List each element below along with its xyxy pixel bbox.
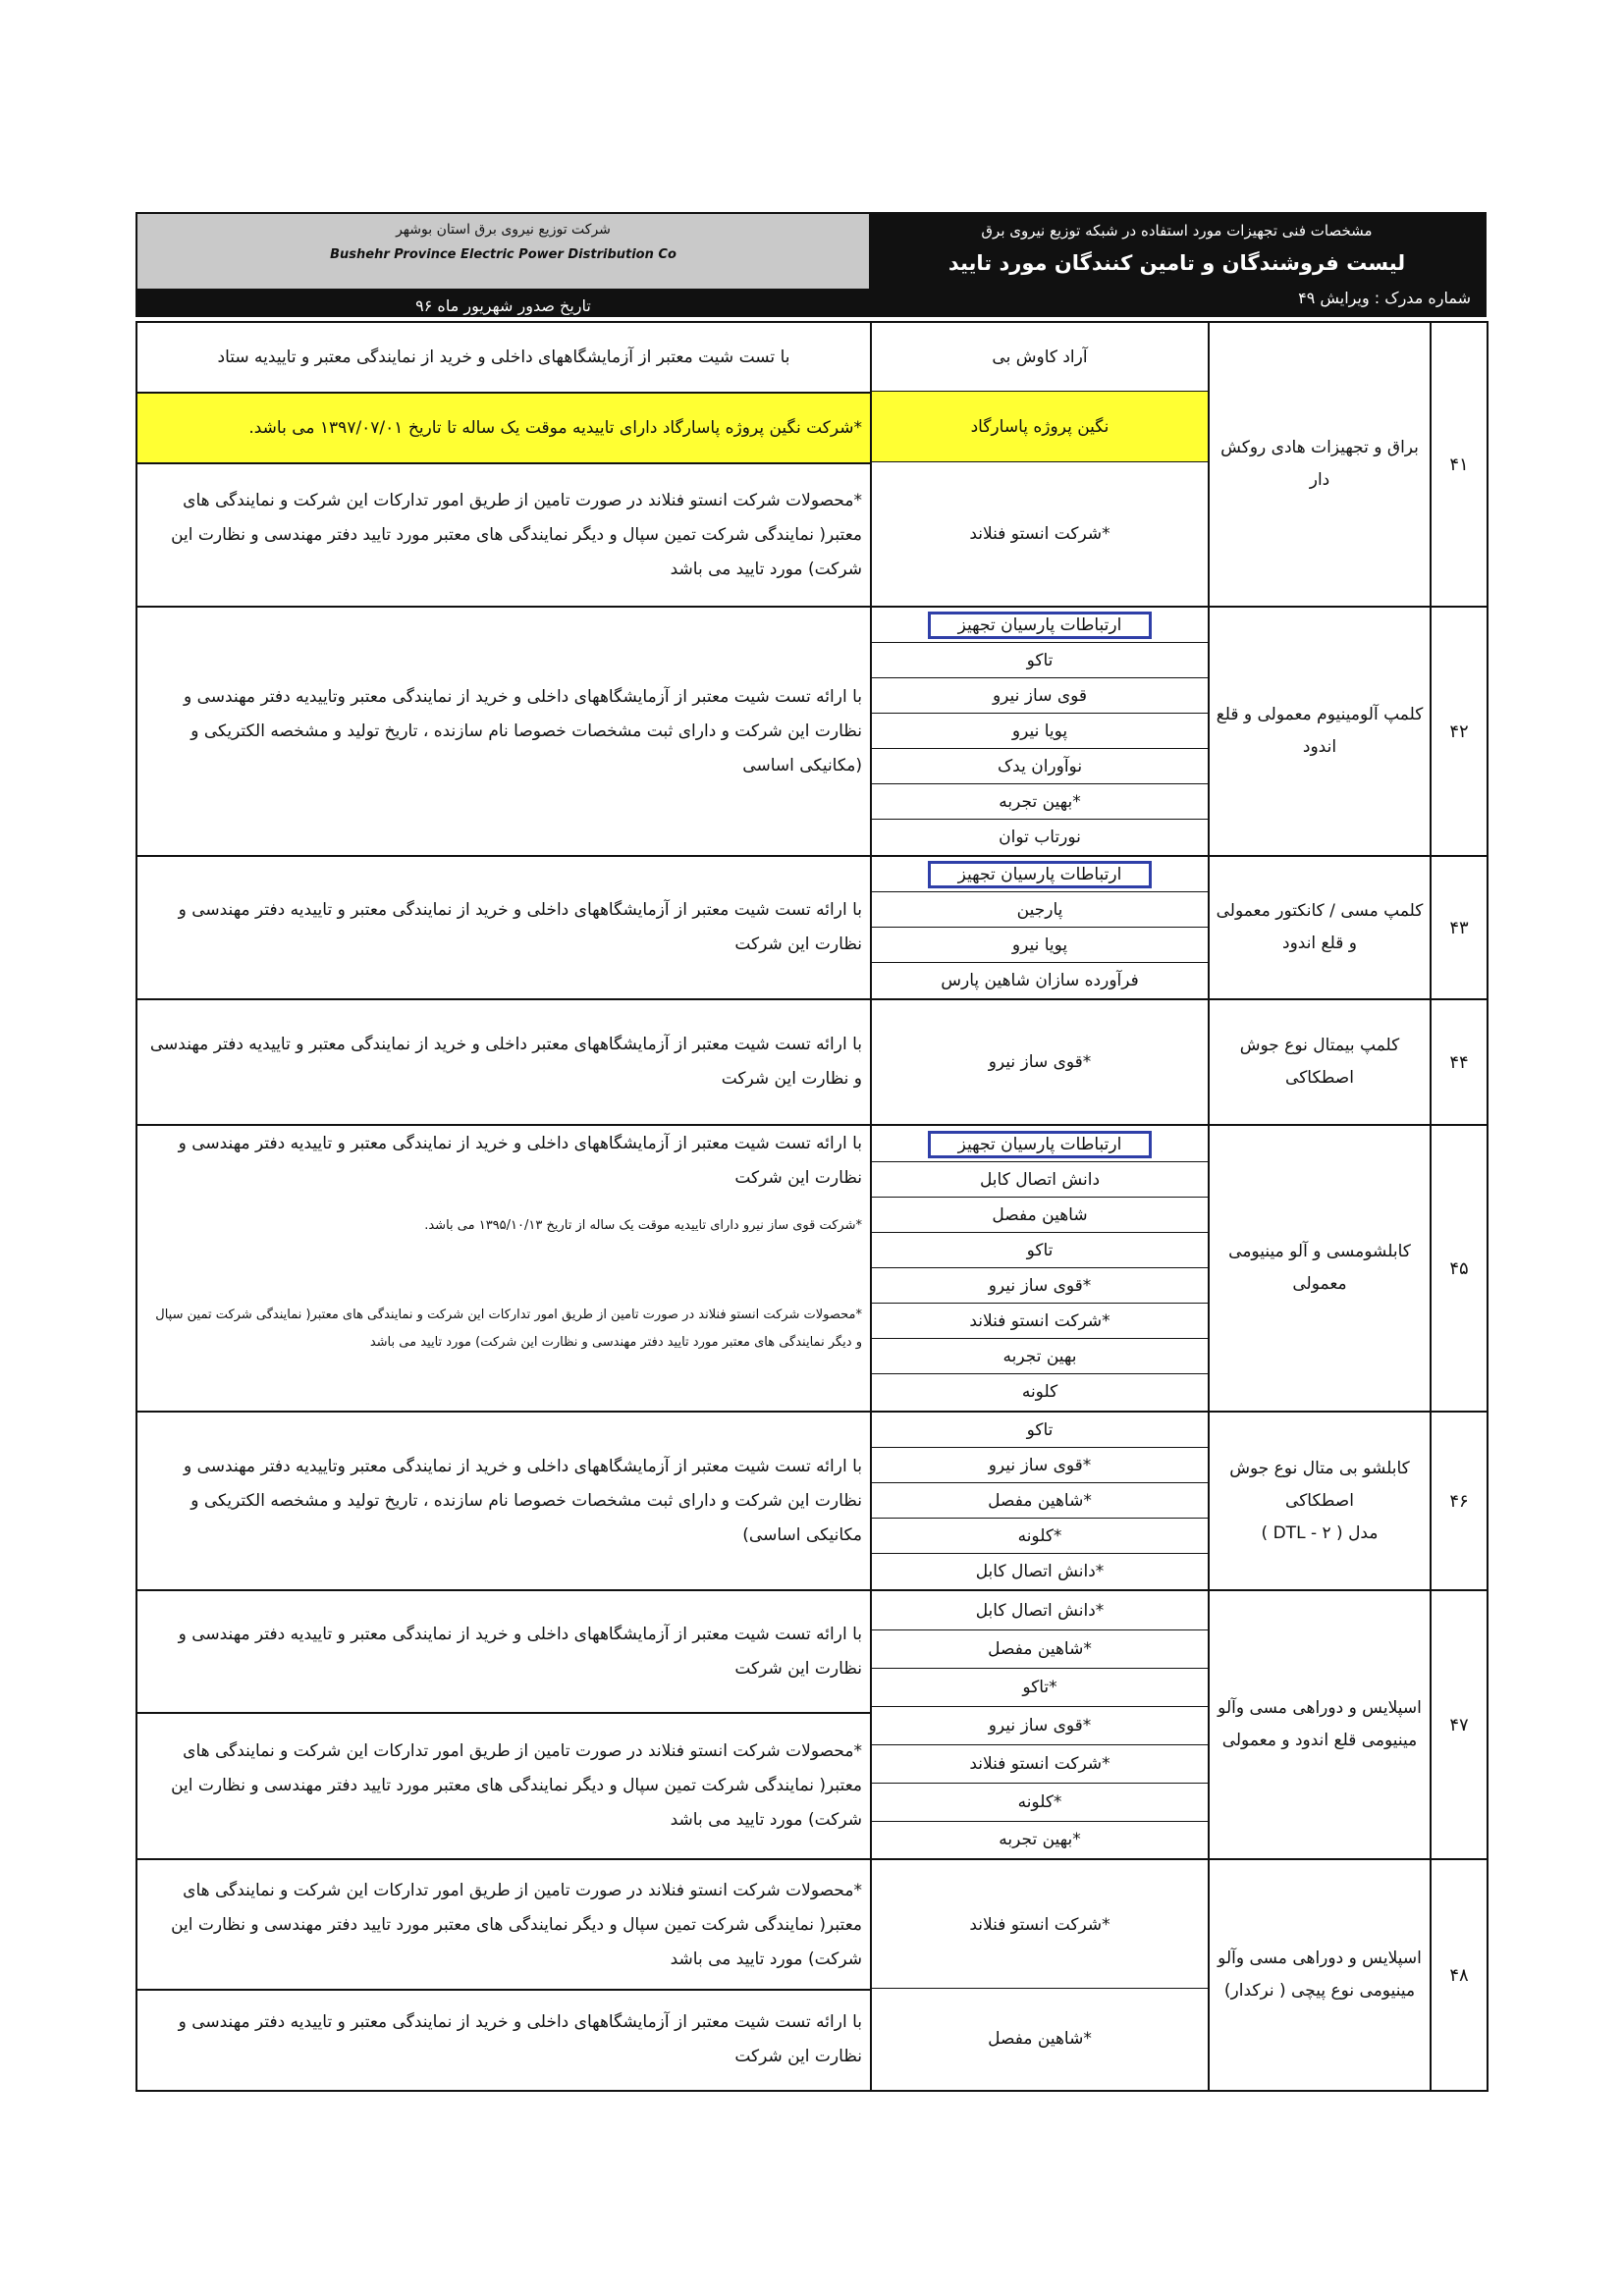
supplier: فرآورده سازان شاهین پارس [941,971,1139,990]
supplier: *شرکت انستو فنلاند [969,524,1110,544]
issue-date: تاریخ صدور شهریور ماه ۹۶ [137,289,869,315]
header-subtitle: مشخصات فنی تجهیزات مورد استفاده در شبکه توزیع نیروی برق [981,222,1373,240]
item-name: کابلشو بی متال نوع جوش اصطکاکی [1229,1458,1410,1511]
table-row [136,1590,1488,1859]
supplier: *بهین تجربه [872,784,1208,820]
note: با تست شیت معتبر از آزمایشگاههای داخلی و خرید از نمایندگی معتبر و تاییدیه ستاد [217,347,790,367]
note-highlighted: *شرکت نگین پروژه پاسارگاد دارای تاییدیه موقت یک ساله تا تاریخ ۱۳۹۷/۰۷/۰۱ می باشد. [137,392,870,462]
table-row [136,1859,1488,2091]
supplier: *شاهین مفصل [872,1483,1208,1519]
supplier: *شرکت انستو فنلاند [872,1861,1208,1989]
table-row [136,322,1488,607]
supplier: ارتباطات پارسیان تجهیز [872,857,1208,892]
supplier-list [871,607,1209,856]
notes-cell [136,322,871,607]
supplier-list [871,856,1209,999]
company-box [137,214,869,289]
supplier-list [871,1412,1209,1590]
supplier: آراد کاوش بی [872,323,1208,392]
note: با ارائه تست شیت معتبر از آزمایشگاههای داخلی و خرید از نمایندگی معتبر و تاییدیه دفتر مهندسی و نظارت این شرکت [178,1134,862,1188]
supplier: پارجین [872,892,1208,928]
note: با ارائه تست شیت معتبر از آزمایشگاههای داخلی و خرید از نمایندگی معتبر و تاییدیه دفتر مهندسی و نظارت این شرکت [178,1625,862,1679]
note: *محصولات شرکت انستو فنلاند در صورت تامین از طریق امور تدارکات این شرکت و نمایندگی های معتبر( نمایندگی شرکت تمین سپال و دیگر نمایندگی های معتبر مورد تایید دفتر مهندسی و نظارت این شرکت) مورد تایید می باشد [171,1880,862,1969]
supplier: *دانش اتصال کابل [975,1562,1105,1581]
row-number: ۴۳ [1431,856,1488,999]
item-name-cell [1209,1412,1431,1590]
note: *محصولات شرکت انستو فنلاند در صورت تامین از طریق امور تدارکات این شرکت و نمایندگی های معتبر( نمایندگی شرکت تمین سپال و دیگر نمایندگی های معتبر مورد تایید دفتر مهندسی و نظارت این شرکت) مورد تایید می باشد [137,462,870,606]
supplier: *قوی ساز نیرو [872,1448,1208,1483]
supplier-list [871,1859,1209,2091]
item-name: کلمپ مسی / کانکتور معمولی و قلع اندود [1209,856,1431,999]
supplier: بهین تجربه [872,1339,1208,1374]
table-row [136,1125,1488,1412]
note: با ارائه تست شیت معتبر از آزمایشگاههای داخلی و خرید از نمایندگی معتبر وتاییدیه دفتر مهندسی و نظارت این شرکت و دارای ثبت مشخصات خصوصا نام سازنده ، تاریخ تولید و مشخصه الکتریکی و مکانیکی اساسی) [136,1412,871,1590]
supplier-list [871,1590,1209,1859]
header-title: لیست فروشندگان و تامین کنندگان مورد تایید [947,251,1406,275]
row-number: ۴۷ [1431,1590,1488,1859]
supplier: پویا نیرو [872,928,1208,963]
supplier: ارتباطات پارسیان تجهیز [872,1127,1208,1162]
note: با ارائه تست شیت معتبر از آزمایشگاههای داخلی و خرید از نمایندگی معتبر و تاییدیه دفتر مهندسی و نظارت این شرکت [137,1989,870,2089]
supplier: تاکو [872,643,1208,678]
table-row [136,607,1488,856]
supplier: تاکو [872,1233,1208,1268]
table-row [136,999,1488,1125]
supplier: تاکو [872,1413,1208,1448]
item-model: مدل ( DTL - ۲ ) [1261,1522,1379,1543]
supplier: *شرکت انستو فنلاند [872,1745,1208,1784]
row-number: ۴۶ [1431,1412,1488,1590]
supplier: نورتاب توان [999,828,1081,847]
notes-cell [136,1590,871,1859]
supplier: *قوی ساز نیرو [872,1268,1208,1304]
table-row [136,1412,1488,1590]
row-number: ۴۵ [1431,1125,1488,1412]
supplier: *شرکت انستو فنلاند [872,1304,1208,1339]
item-name: کابلشومسی و آلو مینیومی معمولی [1209,1125,1431,1412]
item-name: کلمپ بیمتال نوع جوش اصطکاکی [1209,999,1431,1125]
supplier: *کلونه [872,1519,1208,1554]
supplier: نوآوران یدک [872,749,1208,784]
supplier: *شاهین مفصل [872,1630,1208,1669]
supplier: *دانش اتصال کابل [872,1592,1208,1630]
note: با ارائه تست شیت معتبر از آزمایشگاههای داخلی و خرید از نمایندگی معتبر و تاییدیه دفتر مهندسی و نظارت این شرکت [136,856,871,999]
supplier: *شاهین مفصل [988,2029,1092,2049]
row-number: ۴۴ [1431,999,1488,1125]
supplier: *بهین تجربه [999,1830,1081,1849]
supplier: *تاکو [872,1669,1208,1707]
company-name-fa: شرکت توزیع نیروی برق استان بوشهر [396,222,611,238]
row-number: ۴۸ [1431,1859,1488,2091]
supplier: قوی ساز نیرو [872,678,1208,714]
header-title-block [869,214,1485,315]
supplier: *قوی ساز نیرو [988,1052,1092,1072]
item-name: اسپلایس و دوراهی مسی وآلو مینیومی قلع اندود و معمولی [1209,1590,1431,1859]
document-header [135,212,1487,317]
note: با ارائه تست شیت معتبر از آزمایشگاههای داخلی و خرید از نمایندگی معتبر وتاییدیه دفتر مهندسی و نظارت این شرکت و دارای ثبت مشخصات خصوصا نام سازنده ، تاریخ تولید و مشخصه الکتریکی و (مکانیکی اساسی [136,607,871,856]
note: *محصولات شرکت انستو فنلاند در صورت تامین از طریق امور تدارکات این شرکت و نمایندگی های معتبر( نمایندگی شرکت تمین سپال و دیگر نمایندگی های معتبر مورد تایید دفتر مهندسی و نظارت این شرکت) مورد تایید می باشد [155,1308,862,1350]
supplier: دانش اتصال کابل [872,1162,1208,1198]
item-name: اسپلایس و دوراهی مسی وآلو مینیومی نوع پیچی ( نرکدار) [1209,1859,1431,2091]
supplier: نگین پروژه پاسارگاد [872,392,1208,462]
supplier-list [871,322,1209,607]
note: با ارائه تست شیت معتبر از آزمایشگاههای معتبر داخلی و خرید از نمایندگی معتبر و تاییدیه دفتر مهندسی و نظارت این شرکت [136,999,871,1125]
supplier: پویا نیرو [872,714,1208,749]
row-number: ۴۲ [1431,607,1488,856]
supplier: شاهین مفصل [872,1198,1208,1233]
header-company-block [137,214,869,315]
company-name-en: Bushehr Province Electric Power Distribution Co [330,247,677,262]
doc-number: شماره مدرک : ویرایش ۴۹ [1298,289,1471,307]
supplier-list [871,999,1209,1125]
supplier: *قوی ساز نیرو [872,1707,1208,1745]
supplier: کلونه [1021,1382,1058,1402]
note: *شرکت قوی ساز نیرو دارای تاییدیه موقت یک ساله از تاریخ ۱۳۹۵/۱۰/۱۳ می باشد. [424,1218,862,1233]
notes-cell [136,1125,871,1412]
supplier: *کلونه [872,1784,1208,1822]
notes-cell [136,1859,871,2091]
row-number: ۴۱ [1431,322,1488,607]
item-name: براق و تجهیزات هادی روکش دار [1209,322,1431,607]
suppliers-table [135,321,1489,2092]
item-name: کلمپ آلومینیوم معمولی و قلع اندود [1209,607,1431,856]
supplier: ارتباطات پارسیان تجهیز [872,608,1208,643]
note: *محصولات شرکت انستو فنلاند در صورت تامین از طریق امور تدارکات این شرکت و نمایندگی های معتبر( نمایندگی شرکت تمین سپال و دیگر نمایندگی های معتبر مورد تایید دفتر مهندسی و نظارت این شرکت) مورد تایید می باشد [137,1712,870,1857]
table-row [136,856,1488,999]
supplier-list [871,1125,1209,1412]
document [135,212,1487,2092]
